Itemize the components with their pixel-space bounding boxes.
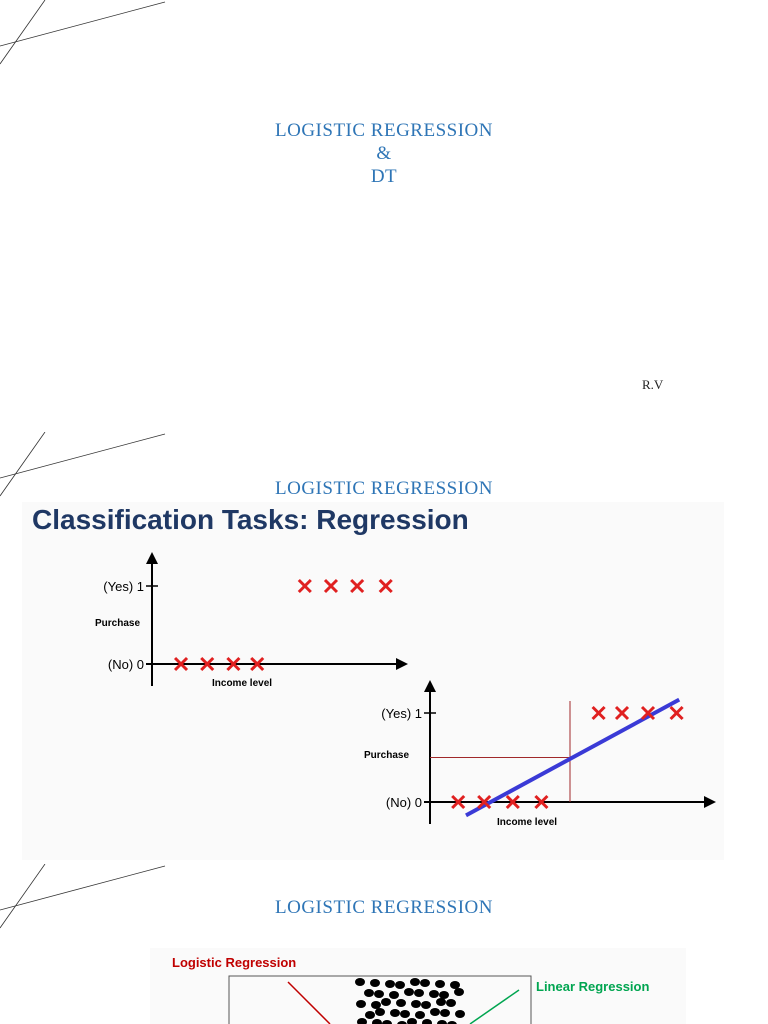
scatter-dot <box>389 991 399 999</box>
scatter-dot <box>410 978 420 986</box>
x-axis-arrow <box>396 658 408 670</box>
scatter-dot <box>400 1010 410 1018</box>
y-tick-label: (Yes) 1 <box>381 706 422 721</box>
scatter-dot <box>357 1018 367 1024</box>
linear-regression-label: Linear Regression <box>536 979 650 994</box>
scatter-dot <box>429 990 439 998</box>
figure-frame <box>229 976 531 1024</box>
data-point <box>325 580 337 592</box>
y-tick-label: (Yes) 1 <box>103 579 144 594</box>
y-axis-label: Purchase <box>364 750 410 761</box>
scatter-dot <box>372 1019 382 1024</box>
y-tick-label: (No) 0 <box>385 795 422 810</box>
scatter-dot <box>382 1020 392 1024</box>
scatter-dot <box>390 1009 400 1017</box>
scatter-dot <box>404 988 414 996</box>
logistic-regression-label: Logistic Regression <box>172 955 297 970</box>
title-slide <box>0 0 768 432</box>
title-line-2: & <box>376 143 392 164</box>
slide-title: LOGISTIC REGRESSION <box>275 478 493 499</box>
comparison-figure <box>0 864 768 1024</box>
data-point <box>616 707 628 719</box>
scatter-dot <box>411 1000 421 1008</box>
scatter-dot <box>430 1008 440 1016</box>
scatter-dot <box>446 999 456 1007</box>
scatter-dot <box>420 979 430 987</box>
scatter-dot <box>437 1020 447 1024</box>
title-line-3: DT <box>370 166 398 187</box>
scatter-dot <box>421 1001 431 1009</box>
scatter-dot <box>371 1001 381 1009</box>
x-axis-label: Income level <box>497 817 558 828</box>
y-tick-label: (No) 0 <box>107 657 144 672</box>
scatter-dot <box>395 981 405 989</box>
decorative-lines <box>0 0 170 80</box>
image-heading: Classification Tasks: Regression <box>32 504 469 535</box>
classification-slide <box>0 432 768 864</box>
scatter-dot <box>374 990 384 998</box>
scatter-dot <box>435 980 445 988</box>
y-axis-label: Purchase <box>95 618 141 629</box>
scatter-dot <box>422 1019 432 1024</box>
scatter-dot <box>439 991 449 999</box>
data-point <box>593 707 605 719</box>
scatter-dot <box>356 1000 366 1008</box>
scatter-dot <box>407 1018 417 1024</box>
scatter-dot <box>385 980 395 988</box>
data-point <box>299 580 311 592</box>
scatter-dot <box>365 1011 375 1019</box>
scatter-dot <box>375 1008 385 1016</box>
title-line-1: LOGISTIC REGRESSION <box>275 120 493 141</box>
data-point <box>671 707 683 719</box>
chart-1 <box>95 552 408 689</box>
scatter-dot <box>454 988 464 996</box>
linear-pointer <box>470 990 519 1024</box>
logistic-pointer <box>288 982 330 1024</box>
data-point <box>380 580 392 592</box>
y-axis-arrow <box>424 680 436 692</box>
scatter-dot <box>396 999 406 1007</box>
slide-title: LOGISTIC REGRESSION <box>275 897 493 918</box>
x-axis-label: Income level <box>212 678 273 689</box>
scatter-dot <box>440 1009 450 1017</box>
scatter-dot <box>414 989 424 997</box>
scatter-dot <box>355 978 365 986</box>
regression-plots <box>0 432 768 864</box>
scatter-dot <box>415 1011 425 1019</box>
scatter-dot <box>436 998 446 1006</box>
chart-2 <box>364 680 716 828</box>
scatter-dot <box>455 1010 465 1018</box>
scatter-dot <box>381 998 391 1006</box>
x-axis-arrow <box>704 796 716 808</box>
data-point <box>351 580 363 592</box>
presentation-title <box>0 119 768 188</box>
author-initials: R.V <box>642 377 664 392</box>
logistic-vs-linear-slide <box>0 864 768 1024</box>
scatter-dot <box>364 989 374 997</box>
scatter-dot <box>370 979 380 987</box>
y-axis-arrow <box>146 552 158 564</box>
scatter-dot <box>450 981 460 989</box>
